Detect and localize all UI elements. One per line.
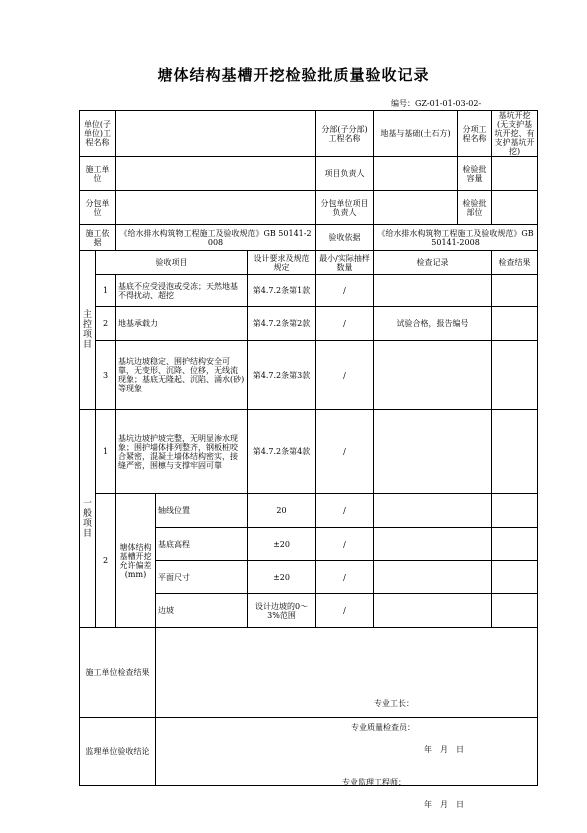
general-section: 一般项目 [80,410,96,628]
subdivision-value: 地基与基础(土石方) [374,111,458,157]
deviation-result[interactable] [492,594,538,628]
construction-check-area[interactable] [156,628,538,754]
form-code: 编号：GZ-01-01-03-02- [391,99,482,108]
item-record[interactable] [374,341,492,410]
deviation-sample: / [316,528,374,561]
deviation-name: 轴线位置 [156,494,248,528]
deviation-result[interactable] [492,561,538,594]
item-record[interactable]: 试验合格，报告编号 [374,307,492,341]
deviation-record[interactable] [374,528,492,561]
subdivision-label: 分部(子分部)工程名称 [316,111,374,157]
item-sample: / [316,410,374,494]
item-no: 3 [96,341,116,410]
deviation-result[interactable] [492,494,538,528]
foreman-label: 专业工长： [374,698,414,708]
item-desc: 基坑边坡稳定、围护结构安全可靠，无变形、沉降、位移，无线流现象；基底无隆起、沉陷、涌水(砂)等现象 [116,341,248,410]
deviation-name: 基底高程 [156,528,248,561]
item-req: 第4.7.2条第3款 [248,341,316,410]
deviation-record[interactable] [374,494,492,528]
subcontract-manager-label: 分包单位项目负责人 [316,191,374,225]
construction-basis-label: 施工依据 [80,225,116,251]
item-req: 第4.7.2条第4款 [248,410,316,494]
item-sample: / [316,307,374,341]
deviation-record[interactable] [374,561,492,594]
item-record[interactable] [374,410,492,494]
subcontract-manager-value[interactable] [374,191,458,225]
page-title: 塘体结构基槽开挖检验批质量验收记录 [157,66,430,84]
col-req-header: 设计要求及规范规定 [248,251,316,275]
item-result[interactable] [492,307,538,341]
unit-label: 单位(子单位)工程名称 [80,111,116,157]
col-record-header: 检查记录 [374,251,492,275]
unit-value[interactable] [116,111,316,157]
acceptance-basis-label: 验收依据 [316,225,374,251]
deviation-name: 平面尺寸 [156,561,248,594]
deviation-name: 边坡 [156,594,248,628]
table-row [80,494,538,528]
item-sample: / [316,341,374,410]
item-req: 第4.7.2条第2款 [248,307,316,341]
batch-location-label: 检验批部位 [458,191,492,225]
item-desc: 基底不应受浸泡或受冻；天然地基不得扰动、超挖 [116,275,248,307]
batch-capacity-value[interactable] [492,157,538,191]
construction-unit-label: 施工单位 [80,157,116,191]
deviation-sample: / [316,594,374,628]
deviation-record[interactable] [374,594,492,628]
col-sample-header: 最小/实际抽样数量 [316,251,374,275]
deviation-result[interactable] [492,528,538,561]
col-item-header: 验收项目 [96,251,248,275]
supervision-label: 监理单位验收结论 [80,718,156,786]
item-no: 1 [96,275,116,307]
quality-inspector-label: 专业质量检查员： [351,722,415,732]
subcontract-unit-value[interactable] [116,191,316,225]
project-manager-value[interactable] [374,157,458,191]
item-result[interactable] [492,275,538,307]
item-no: 2 [96,494,116,628]
item-result[interactable] [492,341,538,410]
item-no: 1 [96,410,116,494]
deviation-group-label: 塘体结构基槽开挖允许偏差(mm) [116,494,156,628]
inspection-table [79,110,538,809]
deviation-req: ±20 [248,561,316,594]
construction-check-label: 施工单位检查结果 [80,628,156,718]
deviation-sample: / [316,494,374,528]
item-no: 2 [96,307,116,341]
table-row [80,307,538,341]
construction-unit-value[interactable] [116,157,316,191]
item-sample: / [316,275,374,307]
item-desc: 地基承载力 [116,307,248,341]
subcontract-unit-label: 分包单位 [80,191,116,225]
table-row [80,341,538,410]
main-control-section: 主控项目 [80,251,96,410]
table-row [80,275,538,307]
deviation-req: 20 [248,494,316,528]
check-date: 年 月 日 [424,744,464,754]
deviation-req: ±20 [248,528,316,561]
item-req: 第4.7.2条第1款 [248,275,316,307]
col-result-header: 检查结果 [492,251,538,275]
supervision-area[interactable] [156,718,538,809]
acceptance-basis-value: 《给水排水构筑物工程施工及验收规范》GB 50141-2008 [374,225,538,251]
project-manager-label: 项目负责人 [316,157,374,191]
subitem-label: 分项工程名称 [458,111,492,157]
supervising-engineer-label: 专业监理工程师： [342,777,406,787]
item-record[interactable] [374,275,492,307]
item-result[interactable] [492,410,538,494]
table-row [80,410,538,494]
supervision-date: 年 月 日 [424,799,464,809]
deviation-sample: / [316,561,374,594]
batch-capacity-label: 检验批容量 [458,157,492,191]
batch-location-value[interactable] [492,191,538,225]
item-desc: 基坑边坡护坡完整，无明显渗水现象；围护墙体排列整齐，钢板桩咬合紧密，混凝土墙体结构密实，接缝严密，围檩与支撑牢固可靠 [116,410,248,494]
subitem-value: 基坑开挖(无支护基坑开挖、有支护基坑开挖) [492,111,538,157]
deviation-req: 设计边坡的0～3%范围 [248,594,316,628]
construction-basis-value: 《给水排水构筑物工程施工及验收规范》GB 50141-2008 [116,225,316,251]
